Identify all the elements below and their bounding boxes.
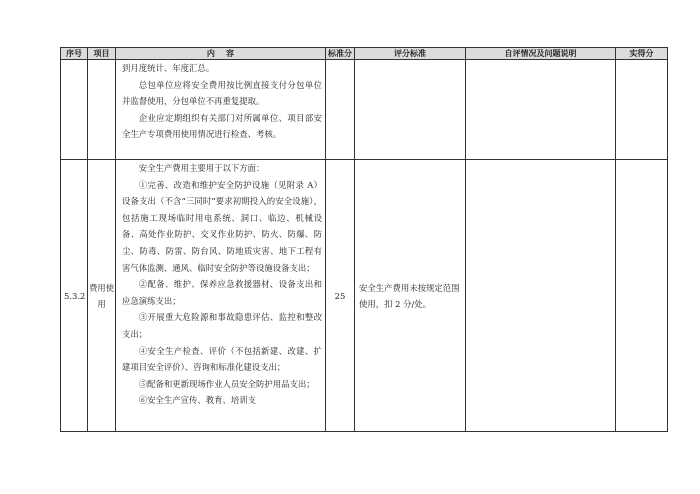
table-row <box>61 60 668 160</box>
row2-actual <box>616 160 668 432</box>
header-self-eval: 自评情况及问题说明 <box>466 48 616 60</box>
table-row <box>61 160 668 432</box>
content-line: ⑤配备和更新现场作业人员安全防护用品支出； <box>138 378 315 389</box>
evaluation-table <box>60 47 668 432</box>
content-line: ①完善、改造和维护安全防护设施（见附录 A）设备支出（不含“三同时”要求初期投入的安全设施），包括施工现场临时用电系统、洞口、临边、机械设备、高处作业防护、交叉作业防护、防火、防爆、防尘、防毒、防雷、防台风、防地质灾害、地下工程有害气体监测、通风、临时安全防护等设施设备支出； <box>122 179 322 273</box>
row2-content <box>116 160 326 432</box>
row2-item: 费用使用 <box>88 160 116 432</box>
header-actual: 实得分 <box>616 48 668 60</box>
header-score: 标准分 <box>326 48 355 60</box>
header-row <box>61 48 668 60</box>
row2-score: 25 <box>326 160 355 432</box>
header-criteria: 评分标准 <box>355 48 466 60</box>
content-line: ②配备、维护、保养应急救援器材、设备支出和应急演练支出； <box>122 279 322 306</box>
header-seq: 序号 <box>61 48 88 60</box>
row1-content <box>116 60 326 160</box>
content-line: 安全生产费用主要用于以下方面： <box>138 163 265 173</box>
content-line: 企业应定期组织有关部门对所属单位、项目部安全生产专项费用使用情况进行检查、考核。 <box>122 112 322 140</box>
content-line: ④安全生产检查、评价（不包括新建、改建、扩建项目安全评价）、咨询和标准化建设支出； <box>122 345 322 373</box>
header-item: 项目 <box>88 48 116 60</box>
content-line: 总包单位应将安全费用按比例直接支付分包单位并监督使用，分包单位不再重复提取。 <box>122 79 322 107</box>
content-line: ③开展重大危险源和事故隐患评估、监控和整改支出； <box>122 312 322 339</box>
row2-self-eval <box>466 160 616 432</box>
content-line: 到月度统计、年度汇总。 <box>122 63 215 73</box>
content-line: ⑥安全生产宣传、教育、培训支 <box>138 395 257 406</box>
row2-seq: 5.3.2 <box>61 160 88 432</box>
header-content: 内 容 <box>116 48 326 60</box>
row2-criteria: 安全生产费用未按规定范围使用，扣 2 分/处。 <box>355 160 466 432</box>
